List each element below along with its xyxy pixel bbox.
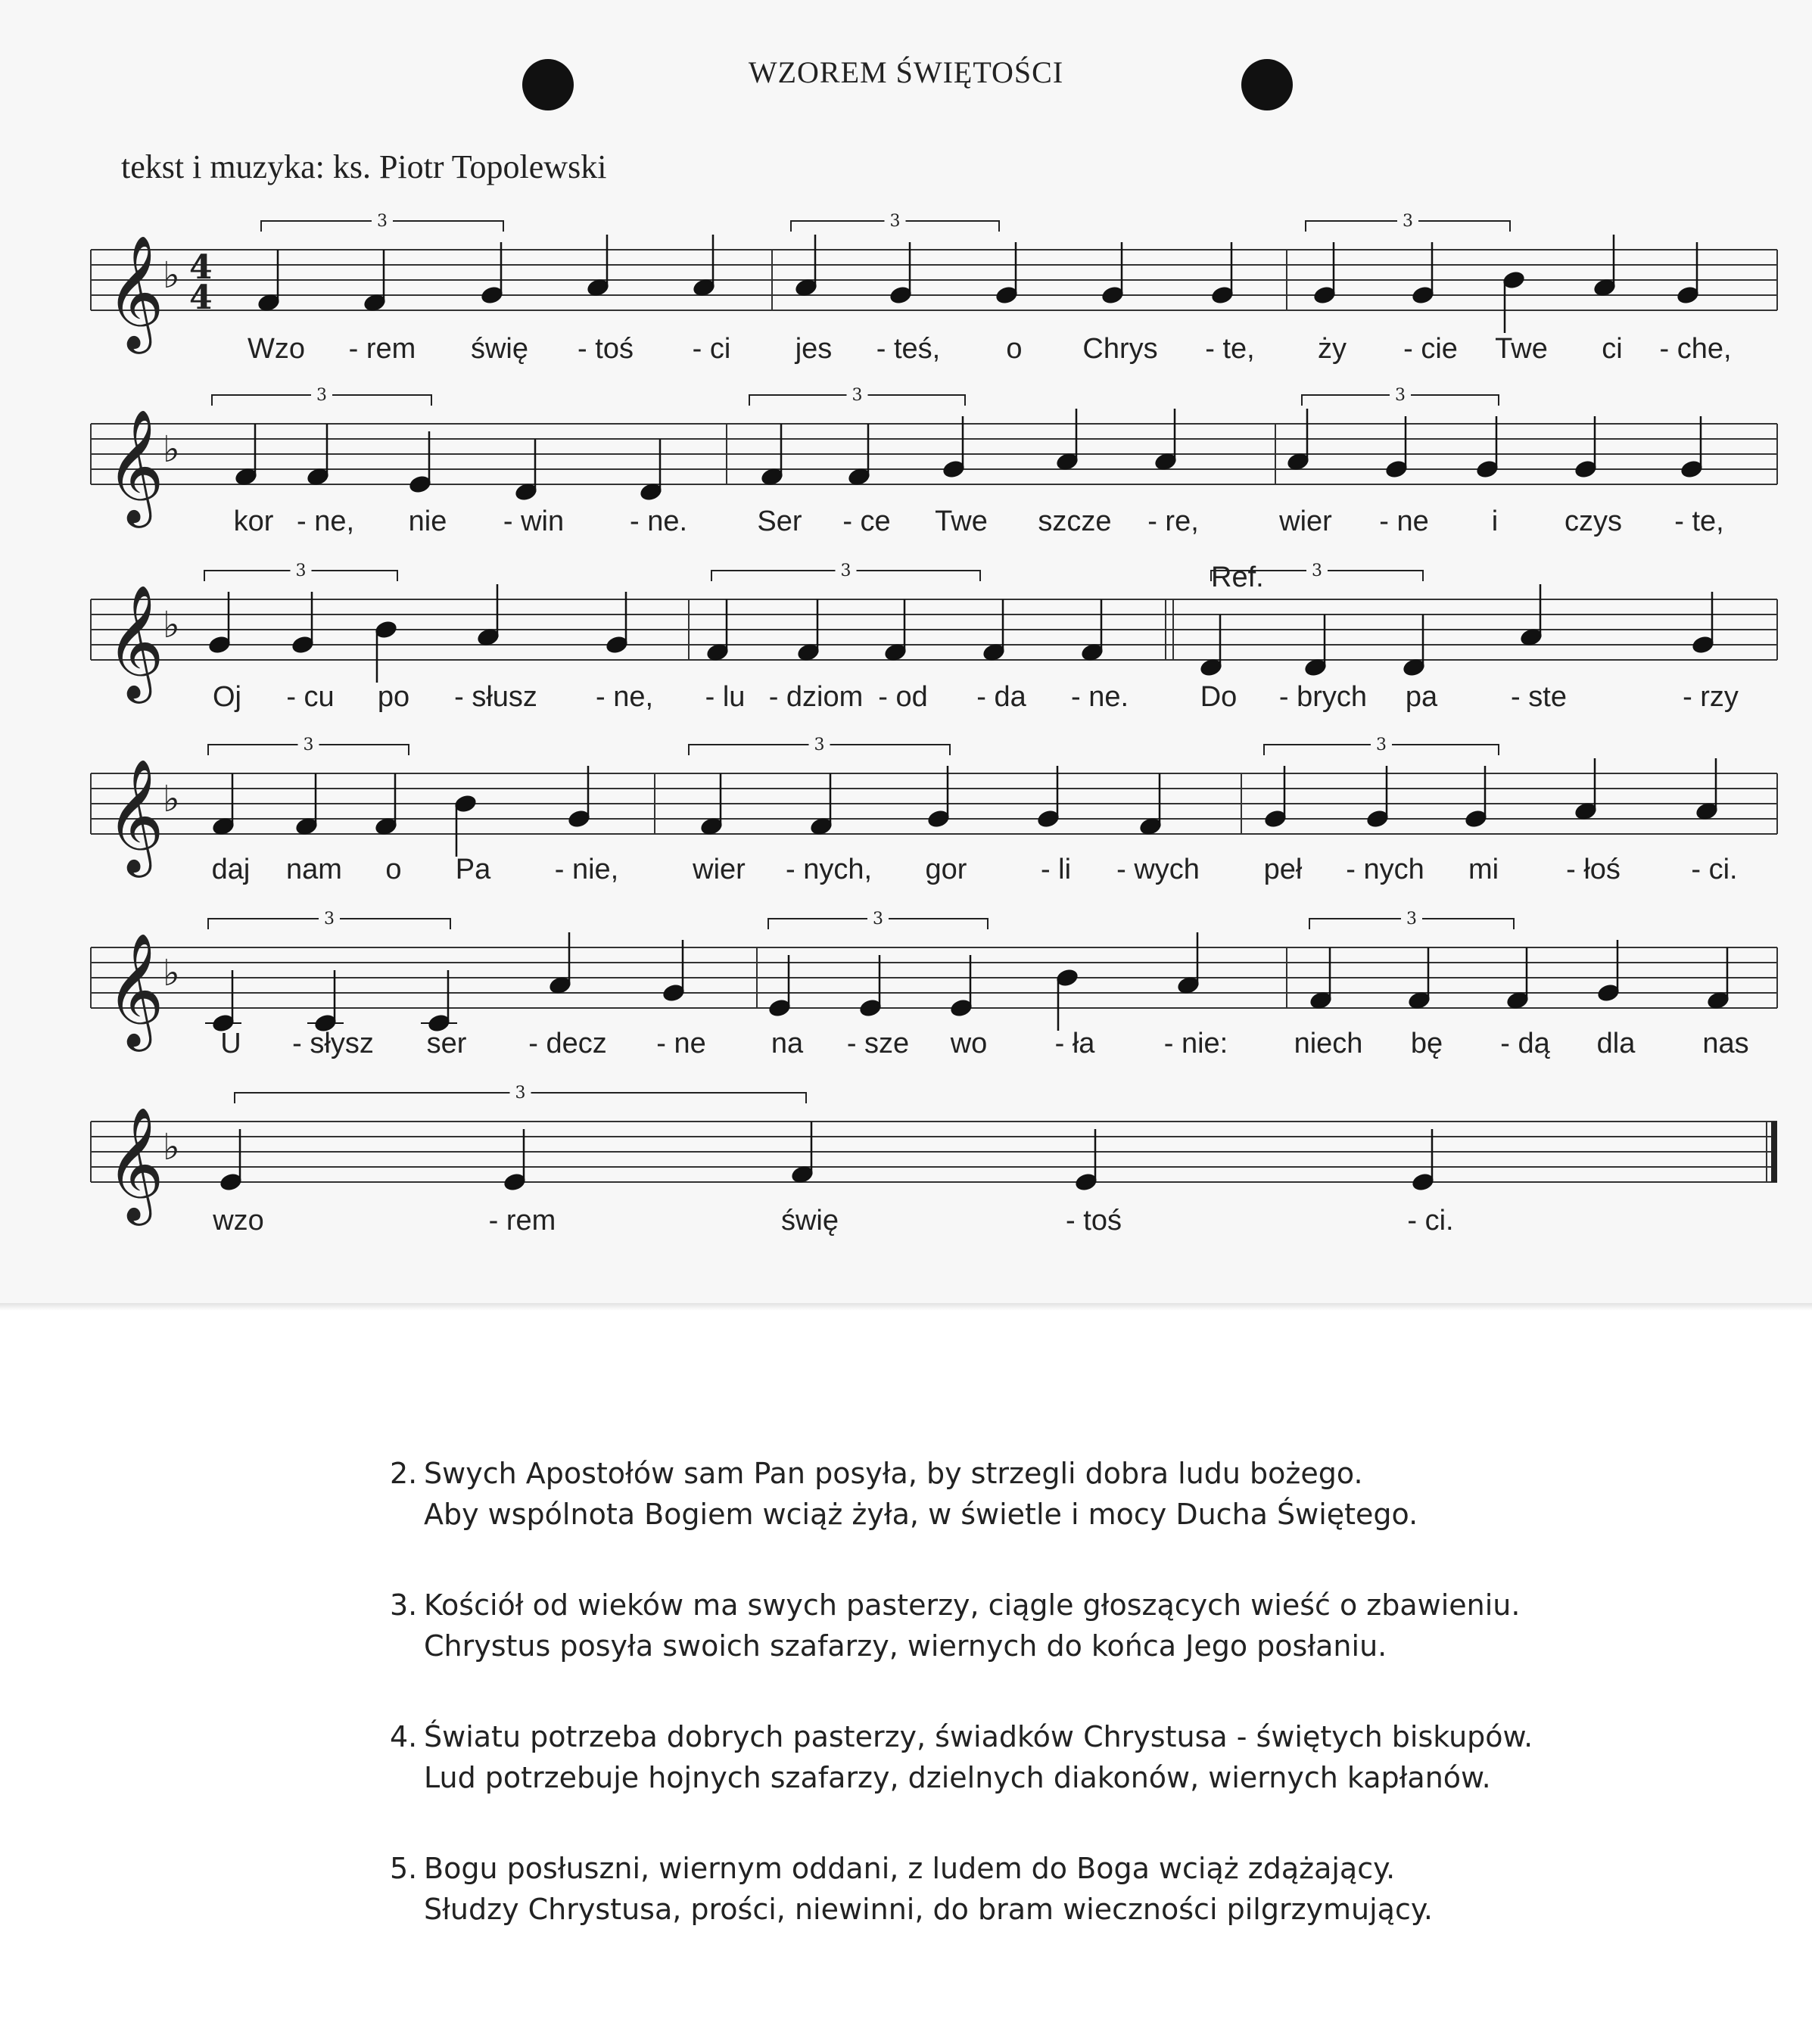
- paper-fold: [0, 1303, 1812, 1311]
- treble-clef-icon: 𝄞: [106, 583, 164, 698]
- triplet-number: 3: [316, 386, 327, 405]
- staff-svg-2: [91, 386, 1777, 523]
- lyric-syllable: wier: [1279, 506, 1332, 537]
- verse-line: Aby wspólnota Bogiem wciąż żyła, w świetle i mocy Ducha Świętego.: [424, 1498, 1418, 1531]
- lyric-syllable: Pa: [455, 854, 491, 885]
- lyrics-line-3: [0, 681, 1812, 726]
- triplet-number: 3: [515, 1084, 526, 1103]
- lyrics-line-4: [0, 854, 1812, 899]
- lyrics-line-5: [0, 1028, 1812, 1073]
- lyric-syllable: Twe: [1495, 333, 1548, 365]
- triplet-number: 3: [814, 736, 825, 754]
- flat-icon: ♭: [163, 952, 180, 994]
- triplet-number: 3: [1376, 736, 1387, 754]
- lyric-syllable: - ła: [1054, 1028, 1095, 1059]
- flat-icon: ♭: [163, 604, 180, 646]
- lyric-syllable: ci: [1602, 333, 1623, 365]
- lyric-syllable: - ne: [1379, 506, 1429, 537]
- triplet-number: 3: [1395, 386, 1406, 405]
- lyric-syllable: - ci: [692, 333, 731, 365]
- lyric-syllable: - od: [878, 681, 928, 713]
- triplet-number: 3: [303, 736, 314, 754]
- lyric-syllable: - che,: [1659, 333, 1732, 365]
- refrain-label: Ref.: [1211, 562, 1264, 593]
- lyric-syllable: - win: [503, 506, 565, 537]
- lyric-syllable: kor: [233, 506, 274, 537]
- lyric-syllable: jes: [795, 333, 833, 365]
- time-signature-bottom: 4: [189, 278, 213, 317]
- lyric-syllable: - słusz: [454, 681, 537, 713]
- staff-3: [91, 562, 1777, 698]
- staff-lines: [91, 599, 1777, 660]
- triplet-number: 3: [295, 562, 307, 580]
- lyric-syllable: wo: [950, 1028, 988, 1059]
- lyric-syllable: - rem: [348, 333, 416, 365]
- triplet-number: 3: [324, 910, 335, 929]
- lyric-syllable: - toś: [578, 333, 634, 365]
- verse-number: 3.: [390, 1588, 418, 1622]
- verse-4: [390, 1716, 1737, 1798]
- lyric-syllable: i: [1491, 506, 1499, 537]
- verse-line: Swych Apostołów sam Pan posyła, by strzegli dobra ludu bożego.: [424, 1457, 1363, 1490]
- treble-clef-icon: 𝄞: [106, 234, 164, 349]
- triplet-number: 3: [873, 910, 883, 929]
- lyric-syllable: daj: [211, 854, 251, 885]
- staff-lines: [91, 1122, 1777, 1182]
- lyric-syllable: - li: [1040, 854, 1072, 885]
- lyric-syllable: - ne.: [1070, 681, 1129, 713]
- lyric-syllable: - da: [976, 681, 1026, 713]
- lyric-syllable: - decz: [528, 1028, 607, 1059]
- lyric-syllable: - rzy: [1683, 681, 1739, 713]
- triplet-number: 3: [889, 212, 901, 231]
- lyric-syllable: Do: [1200, 681, 1238, 713]
- lyric-syllable: ser: [426, 1028, 467, 1059]
- lyric-syllable: - wych: [1116, 854, 1200, 885]
- verse-line: Chrystus posyła swoich szafarzy, wiernych do końca Jego posłaniu.: [424, 1629, 1387, 1663]
- flat-icon: ♭: [163, 778, 180, 820]
- flat-icon: ♭: [163, 428, 180, 471]
- verse-line: Lud potrzebuje hojnych szafarzy, dzielnych diakonów, wiernych kapłanów.: [424, 1761, 1491, 1794]
- lyric-syllable: - ne,: [296, 506, 355, 537]
- verse-5: [390, 1848, 1737, 1930]
- flat-icon: ♭: [163, 1126, 180, 1168]
- lyric-syllable: na: [771, 1028, 804, 1059]
- verse-2: [390, 1453, 1737, 1535]
- lyric-syllable: wzo: [213, 1205, 264, 1237]
- lyric-syllable: dla: [1596, 1028, 1636, 1059]
- lyric-syllable: ży: [1318, 333, 1347, 365]
- lyric-syllable: U: [220, 1028, 241, 1059]
- lyric-syllable: wier: [693, 854, 746, 885]
- triplet-number: 3: [377, 212, 388, 231]
- lyric-syllable: - ce: [842, 506, 891, 537]
- staff-lines: [91, 250, 1777, 310]
- flat-icon: ♭: [163, 254, 180, 297]
- lyric-syllable: - cie: [1403, 333, 1458, 365]
- verse-line: Kościół od wieków ma swych pasterzy, ciągle głoszących wieść o zbawieniu.: [424, 1588, 1521, 1622]
- triplet-number: 3: [1406, 910, 1417, 929]
- credit-line: tekst i muzyka: ks. Piotr Topolewski: [121, 148, 607, 185]
- lyric-syllable: Chrys: [1082, 333, 1158, 365]
- lyric-syllable: bę: [1410, 1028, 1443, 1059]
- lyric-syllable: o: [385, 854, 402, 885]
- lyric-syllable: Wzo: [248, 333, 305, 365]
- lyric-syllable: - ne,: [595, 681, 654, 713]
- staff-2: [91, 386, 1777, 523]
- triplet-number: 3: [852, 386, 863, 405]
- lyric-syllable: czys: [1564, 506, 1622, 537]
- lyric-syllable: o: [1006, 333, 1023, 365]
- lyric-syllable: - ne.: [629, 506, 688, 537]
- lyric-syllable: - sze: [846, 1028, 910, 1059]
- lyric-syllable: szcze: [1038, 506, 1112, 537]
- verse-line: Słudzy Chrystusa, prości, niewinni, do bram wieczności pilgrzymujący.: [424, 1893, 1433, 1926]
- lyric-syllable: - cu: [286, 681, 335, 713]
- lyric-syllable: - te,: [1205, 333, 1255, 365]
- lyric-syllable: - dziom: [768, 681, 864, 713]
- lyric-syllable: - ste: [1511, 681, 1567, 713]
- verses-block: [390, 1453, 1737, 1980]
- lyric-syllable: - te,: [1674, 506, 1724, 537]
- lyric-syllable: - dą: [1500, 1028, 1550, 1059]
- lyric-syllable: - brych: [1278, 681, 1368, 713]
- verse-3: [390, 1585, 1737, 1666]
- lyric-syllable: - łoś: [1566, 854, 1621, 885]
- lyric-syllable: - rem: [488, 1205, 556, 1237]
- lyric-syllable: peł: [1263, 854, 1303, 885]
- time-signature-top: 4: [189, 248, 213, 287]
- lyric-syllable: - re,: [1147, 506, 1199, 537]
- triplet-number: 3: [840, 562, 852, 580]
- lyric-syllable: - nych,: [785, 854, 873, 885]
- treble-clef-icon: 𝄞: [106, 408, 164, 523]
- triplet-number: 3: [1312, 562, 1322, 580]
- verse-line: Światu potrzeba dobrych pasterzy, świadków Chrystusa - świętych biskupów.: [424, 1720, 1533, 1753]
- lyric-syllable: - nych: [1346, 854, 1424, 885]
- lyric-syllable: - słysz: [292, 1028, 374, 1059]
- song-title: WZOREM ŚWIĘTOŚCI: [748, 55, 1064, 89]
- staff-svg-3: [91, 562, 1777, 698]
- lyric-syllable: - ne: [656, 1028, 706, 1059]
- lyric-syllable: - nie,: [554, 854, 619, 885]
- final-barline-thick: [1771, 1122, 1777, 1182]
- triplet-number: 3: [1403, 212, 1413, 231]
- treble-clef-icon: 𝄞: [106, 1106, 164, 1221]
- lyric-syllable: nam: [286, 854, 342, 885]
- lyric-syllable: mi: [1468, 854, 1499, 885]
- lyric-syllable: - ci.: [1691, 854, 1738, 885]
- lyric-syllable: nas: [1702, 1028, 1749, 1059]
- lyric-syllable: gor: [925, 854, 967, 885]
- lyric-syllable: po: [377, 681, 410, 713]
- staff-lines: [91, 424, 1777, 484]
- verse-number: 4.: [390, 1720, 418, 1753]
- lyric-syllable: Twe: [935, 506, 988, 537]
- lyric-syllable: świę: [780, 1205, 839, 1237]
- lyric-syllable: - nie:: [1163, 1028, 1228, 1059]
- treble-clef-icon: 𝄞: [106, 758, 164, 873]
- lyric-syllable: - teś,: [876, 333, 941, 365]
- lyric-syllable: Oj: [213, 681, 241, 713]
- verse-line: Bogu posłuszni, wiernym oddani, z ludem do Boga wciąż zdążający.: [424, 1852, 1396, 1885]
- lyrics-line-6: [0, 1205, 1812, 1250]
- lyrics-line-2: [0, 506, 1812, 551]
- verse-number: 2.: [390, 1457, 418, 1490]
- lyric-syllable: - ci.: [1407, 1205, 1454, 1237]
- verse-number: 5.: [390, 1852, 418, 1885]
- lyric-syllable: - toś: [1066, 1205, 1122, 1237]
- lyric-syllable: nie: [408, 506, 447, 537]
- lyrics-line-1: [0, 333, 1812, 378]
- lyric-syllable: niech: [1294, 1028, 1363, 1059]
- lyric-syllable: pa: [1405, 681, 1438, 713]
- lyric-syllable: świę: [470, 333, 529, 365]
- treble-clef-icon: 𝄞: [106, 932, 164, 1047]
- lyric-syllable: - lu: [705, 681, 746, 713]
- lyric-syllable: Ser: [757, 506, 802, 537]
